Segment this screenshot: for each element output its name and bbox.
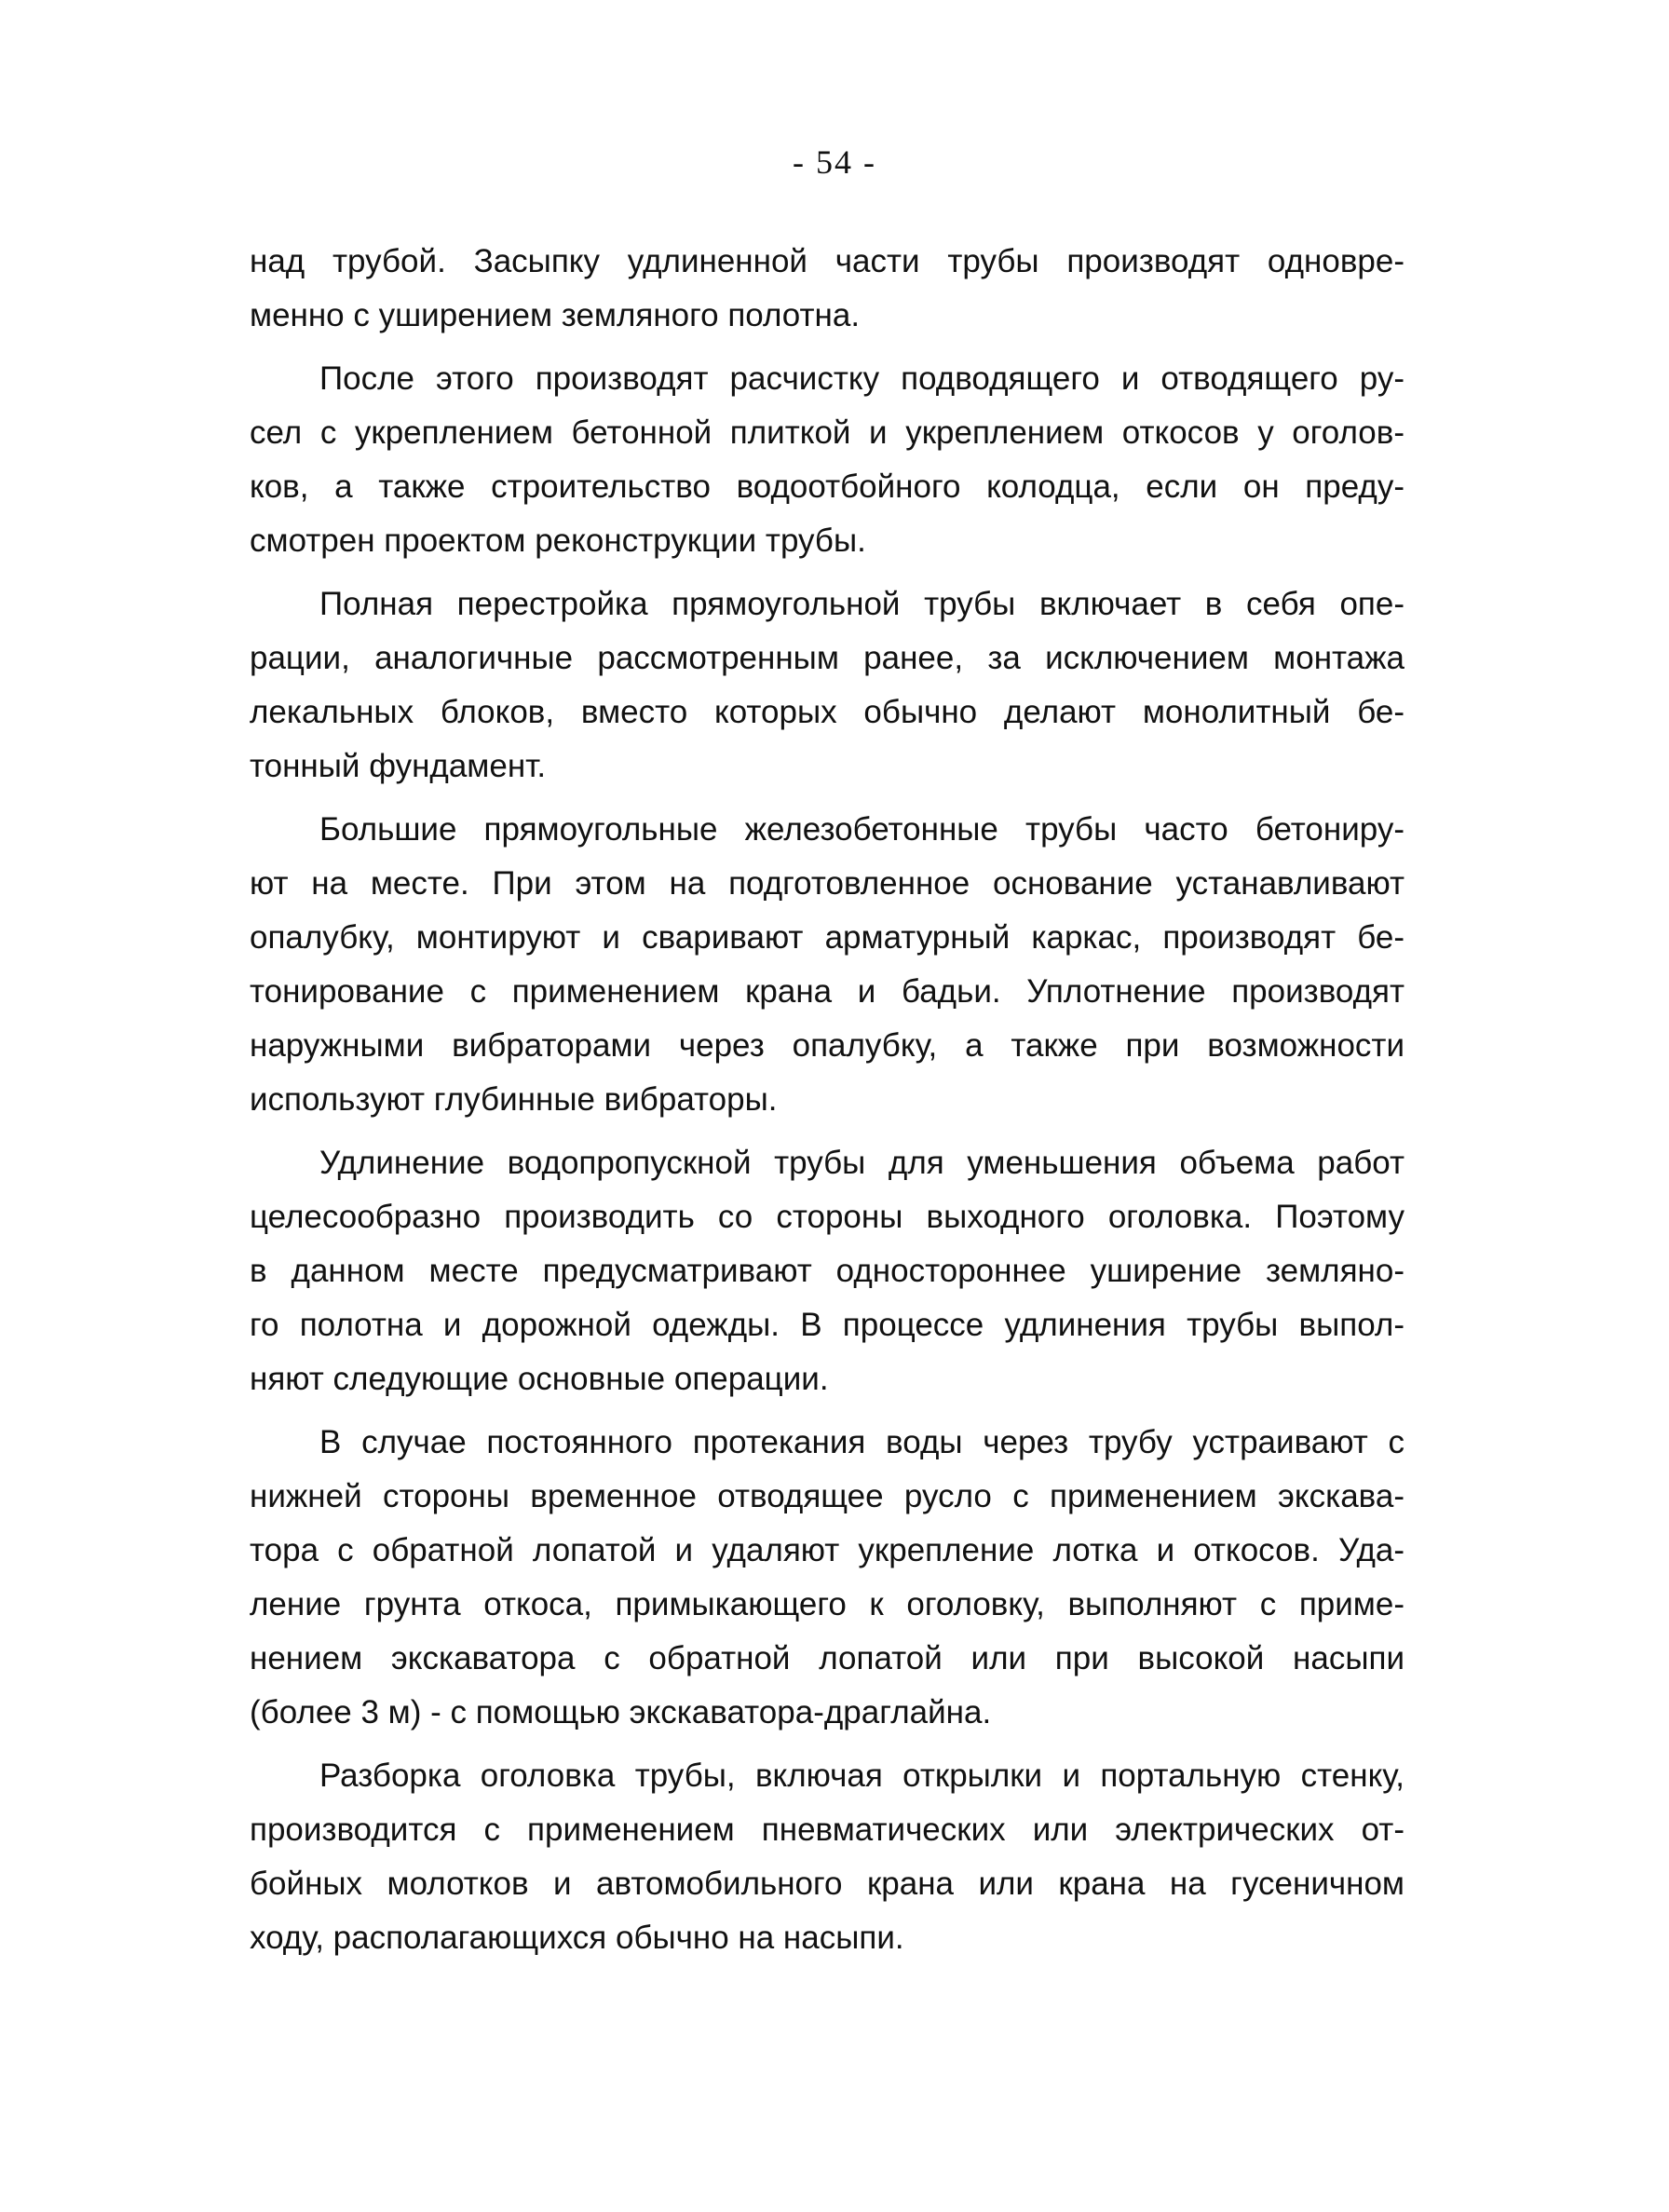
text-line: смотрен проектом реконструкции трубы. <box>250 522 866 559</box>
text-line: В случае постоянного протекания воды через трубу устраивают с <box>319 1424 1404 1460</box>
text-line: целесообразно производить со стороны выходного оголовка. Поэтому <box>250 1199 1404 1235</box>
text-line: нением экскаватора с обратной лопатой или при высокой насыпи <box>250 1640 1404 1676</box>
text-line: тонный фундамент. <box>250 748 547 784</box>
text-line: лекальных блоков, вместо которых обычно делают монолитный бе- <box>250 694 1404 730</box>
text-line: го полотна и дорожной одежды. В процессе удлинения трубы выпол- <box>250 1307 1404 1343</box>
text-line: используют глубинные вибраторы. <box>250 1081 778 1118</box>
text-line: сел с укреплением бетонной плиткой и укреплением откосов у оголов- <box>250 414 1404 451</box>
text-line: После этого производят расчистку подводящего и отводящего ру- <box>319 360 1404 397</box>
paragraph-7 <box>250 1749 1404 1965</box>
text-line: тонирование с применением крана и бадьи. Уплотнение производят <box>250 973 1404 1010</box>
text-line: (более 3 м) - с помощью экскаватора-драглайна. <box>250 1694 992 1730</box>
text-line: Полная перестройка прямоугольной трубы включает в себя опе- <box>319 586 1404 622</box>
page-number: - 54 - <box>793 143 876 181</box>
paragraph-6 <box>250 1416 1404 1740</box>
text-line: ходу, располагающихся обычно на насыпи. <box>250 1920 904 1956</box>
paragraph-2 <box>250 352 1404 568</box>
text-line: тора с обратной лопатой и удаляют укрепление лотка и откосов. Уда- <box>250 1532 1404 1568</box>
text-line: няют следующие основные операции. <box>250 1361 829 1397</box>
text-line: нижней стороны временное отводящее русло с применением экскава- <box>250 1478 1404 1514</box>
text-line: опалубку, монтируют и сваривают арматурный каркас, производят бе- <box>250 919 1404 956</box>
text-line: менно с уширением земляного полотна. <box>250 297 861 333</box>
paragraph-3 <box>250 577 1404 794</box>
paragraph-1 <box>250 235 1404 343</box>
text-line: ют на месте. При этом на подготовленное основание устанавливают <box>250 865 1404 902</box>
text-line: в данном месте предусматривают одностороннее уширение земляно- <box>250 1253 1404 1289</box>
paragraph-4 <box>250 803 1404 1127</box>
text-line: ков, а также строительство водоотбойного колодца, если он преду- <box>250 468 1404 505</box>
text-line: рации, аналогичные рассмотренным ранее, за исключением монтажа <box>250 640 1404 676</box>
body-text <box>250 235 1404 1975</box>
text-line: Большие прямоугольные железобетонные трубы часто бетониру- <box>319 811 1404 848</box>
text-line: производится с применением пневматических или электрических от- <box>250 1812 1404 1848</box>
text-line: ление грунта откоса, примыкающего к оголовку, выполняют с приме- <box>250 1586 1404 1622</box>
text-line: Разборка оголовка трубы, включая открылки и портальную стенку, <box>319 1757 1404 1794</box>
text-line: бойных молотков и автомобильного крана или крана на гусеничном <box>250 1866 1404 1902</box>
text-line: над трубой. Засыпку удлиненной части трубы производят одновре- <box>250 243 1404 279</box>
text-line: наружными вибраторами через опалубку, а также при возможности <box>250 1027 1404 1064</box>
paragraph-5 <box>250 1136 1404 1406</box>
text-line: Удлинение водопропускной трубы для уменьшения объема работ <box>319 1145 1404 1181</box>
